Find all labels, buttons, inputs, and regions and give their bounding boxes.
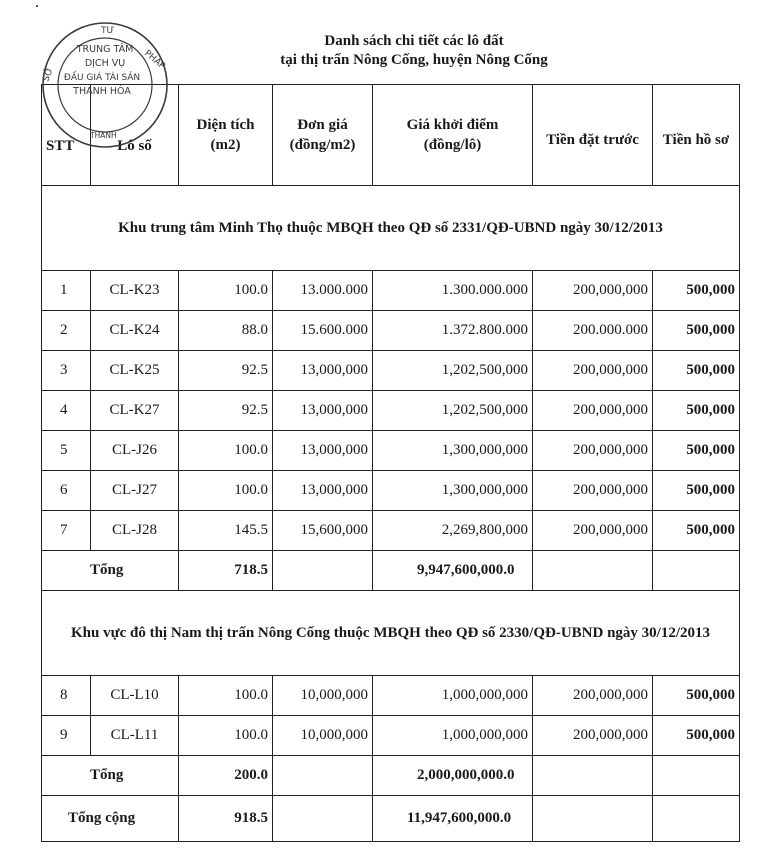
cell-don-gia: 13,000,000 <box>273 431 373 471</box>
grand-total-empty-tdt <box>533 796 653 842</box>
cell-lo-so: CL-L11 <box>91 716 179 756</box>
cell-gia-khoi-diem: 1.300.000.000 <box>373 271 533 311</box>
cell-stt: 9 <box>42 716 91 756</box>
cell-dien-tich: 100.0 <box>179 271 273 311</box>
header-dien-tich-l1: Diện tích <box>196 117 255 133</box>
grand-total-dien-tich: 918.5 <box>179 796 273 842</box>
table-row <box>42 431 740 471</box>
table-row <box>42 311 740 351</box>
cell-dien-tich: 88.0 <box>179 311 273 351</box>
header-don-gia-l1: Đơn giá <box>297 117 348 133</box>
cell-gia-khoi-diem: 1,000,000,000 <box>373 716 533 756</box>
header-tien-ho-so: Tiền hồ sơ <box>653 85 740 186</box>
cell-lo-so: CL-K23 <box>91 271 179 311</box>
total-gia-khoi-diem: 9,947,600,000.0 <box>373 551 533 591</box>
section-title: Khu vực đô thị Nam thị trấn Nông Cống thuộc MBQH theo QĐ số 2330/QĐ-UBND ngày 30/12/2013 <box>42 591 740 676</box>
svg-text:ĐẤU GIÁ TÀI SẢN: ĐẤU GIÁ TÀI SẢN <box>63 73 141 83</box>
cell-tien-ho-so: 500,000 <box>653 351 740 391</box>
cell-tien-dat-truoc: 200.000.000 <box>533 311 653 351</box>
svg-text:TƯ: TƯ <box>101 26 115 36</box>
header-dien-tich-l2: (m2) <box>210 137 241 153</box>
svg-text:DỊCH VỤ: DỊCH VỤ <box>84 58 126 69</box>
cell-tien-ho-so: 500,000 <box>653 471 740 511</box>
svg-text:THANH HÓA: THANH HÓA <box>73 86 131 97</box>
total-empty-tdt <box>533 551 653 591</box>
land-lot-table <box>41 84 740 842</box>
total-label: Tổng <box>42 756 179 796</box>
section-title-row <box>42 591 740 676</box>
cell-lo-so: CL-K24 <box>91 311 179 351</box>
cell-tien-dat-truoc: 200,000,000 <box>533 391 653 431</box>
cell-tien-ho-so: 500,000 <box>653 431 740 471</box>
cell-dien-tich: 100.0 <box>179 431 273 471</box>
total-dien-tich: 200.0 <box>179 756 273 796</box>
total-empty-don-gia <box>273 551 373 591</box>
speck <box>36 5 38 7</box>
cell-tien-ho-so: 500,000 <box>653 391 740 431</box>
total-empty-ths <box>653 551 740 591</box>
table-row <box>42 716 740 756</box>
header-don-gia-l2: (đồng/m2) <box>289 137 356 153</box>
cell-tien-dat-truoc: 200,000,000 <box>533 351 653 391</box>
total-label: Tổng <box>42 551 179 591</box>
grand-total-empty-ths <box>653 796 740 842</box>
cell-stt: 1 <box>42 271 91 311</box>
table-row <box>42 351 740 391</box>
total-dien-tich: 718.5 <box>179 551 273 591</box>
cell-don-gia: 10,000,000 <box>273 716 373 756</box>
section-title: Khu trung tâm Minh Thọ thuộc MBQH theo QĐ số 2331/QĐ-UBND ngày 30/12/2013 <box>42 186 740 271</box>
table-row <box>42 391 740 431</box>
cell-tien-dat-truoc: 200,000,000 <box>533 471 653 511</box>
cell-don-gia: 13,000,000 <box>273 391 373 431</box>
cell-don-gia: 13,000,000 <box>273 351 373 391</box>
cell-lo-so: CL-L10 <box>91 676 179 716</box>
cell-don-gia: 13.000.000 <box>273 271 373 311</box>
total-empty-ths <box>653 756 740 796</box>
cell-stt: 2 <box>42 311 91 351</box>
cell-lo-so: CL-J26 <box>91 431 179 471</box>
cell-tien-dat-truoc: 200,000,000 <box>533 271 653 311</box>
cell-lo-so: CL-J27 <box>91 471 179 511</box>
cell-lo-so: CL-J28 <box>91 511 179 551</box>
cell-dien-tich: 145.5 <box>179 511 273 551</box>
header-tien-dat-truoc: Tiền đặt trước <box>533 85 653 186</box>
cell-stt: 5 <box>42 431 91 471</box>
cell-tien-dat-truoc: 200,000,000 <box>533 676 653 716</box>
header-lo-so: Lô số <box>91 85 179 186</box>
cell-gia-khoi-diem: 1.372.800.000 <box>373 311 533 351</box>
cell-tien-ho-so: 500,000 <box>653 676 740 716</box>
cell-stt: 8 <box>42 676 91 716</box>
cell-tien-dat-truoc: 200,000,000 <box>533 511 653 551</box>
cell-gia-khoi-diem: 1,202,500,000 <box>373 351 533 391</box>
cell-tien-ho-so: 500,000 <box>653 271 740 311</box>
cell-lo-so: CL-K27 <box>91 391 179 431</box>
total-row <box>42 756 740 796</box>
cell-gia-khoi-diem: 1,202,500,000 <box>373 391 533 431</box>
cell-gia-khoi-diem: 1,000,000,000 <box>373 676 533 716</box>
total-gia-khoi-diem: 2,000,000,000.0 <box>373 756 533 796</box>
cell-tien-dat-truoc: 200,000,000 <box>533 716 653 756</box>
cell-dien-tich: 100.0 <box>179 471 273 511</box>
cell-gia-khoi-diem: 1,300,000,000 <box>373 431 533 471</box>
grand-total-row <box>42 796 740 842</box>
cell-gia-khoi-diem: 2,269,800,000 <box>373 511 533 551</box>
cell-tien-ho-so: 500,000 <box>653 311 740 351</box>
svg-text:TRUNG TÂM: TRUNG TÂM <box>76 44 134 55</box>
header-gia-khoi-diem <box>373 85 533 186</box>
svg-text:THANH: THANH <box>90 131 117 140</box>
grand-total-gia-khoi-diem: 11,947,600,000.0 <box>373 796 533 842</box>
document-title: Danh sách chi tiết các lô đất <box>324 33 504 49</box>
header-gkd-l2: (đồng/lô) <box>423 137 482 153</box>
cell-dien-tich: 92.5 <box>179 351 273 391</box>
header-don-gia <box>273 85 373 186</box>
table-row <box>42 511 740 551</box>
svg-text:SỞ: SỞ <box>41 66 56 84</box>
section-title-row <box>42 186 740 271</box>
cell-stt: 7 <box>42 511 91 551</box>
cell-lo-so: CL-K25 <box>91 351 179 391</box>
grand-total-empty-don-gia <box>273 796 373 842</box>
cell-dien-tich: 100.0 <box>179 676 273 716</box>
total-row <box>42 551 740 591</box>
header-stt: STT <box>42 85 91 186</box>
cell-tien-dat-truoc: 200,000,000 <box>533 431 653 471</box>
total-empty-tdt <box>533 756 653 796</box>
cell-don-gia: 15,600,000 <box>273 511 373 551</box>
cell-dien-tich: 100.0 <box>179 716 273 756</box>
table-row <box>42 471 740 511</box>
document-subtitle: tại thị trấn Nông Cống, huyện Nông Cống <box>280 52 548 68</box>
cell-don-gia: 10,000,000 <box>273 676 373 716</box>
table-row <box>42 676 740 716</box>
grand-total-label: Tổng cộng <box>42 796 179 842</box>
cell-tien-ho-so: 500,000 <box>653 716 740 756</box>
table-row <box>42 271 740 311</box>
cell-don-gia: 13,000,000 <box>273 471 373 511</box>
svg-text:PHÁP: PHÁP <box>142 48 167 72</box>
cell-stt: 6 <box>42 471 91 511</box>
cell-don-gia: 15.600.000 <box>273 311 373 351</box>
stamp-seal <box>38 18 172 152</box>
total-empty-don-gia <box>273 756 373 796</box>
cell-stt: 3 <box>42 351 91 391</box>
header-gkd-l1: Giá khởi điểm <box>406 117 499 133</box>
cell-dien-tich: 92.5 <box>179 391 273 431</box>
cell-gia-khoi-diem: 1,300,000,000 <box>373 471 533 511</box>
header-dien-tich <box>179 85 273 186</box>
cell-tien-ho-so: 500,000 <box>653 511 740 551</box>
cell-stt: 4 <box>42 391 91 431</box>
